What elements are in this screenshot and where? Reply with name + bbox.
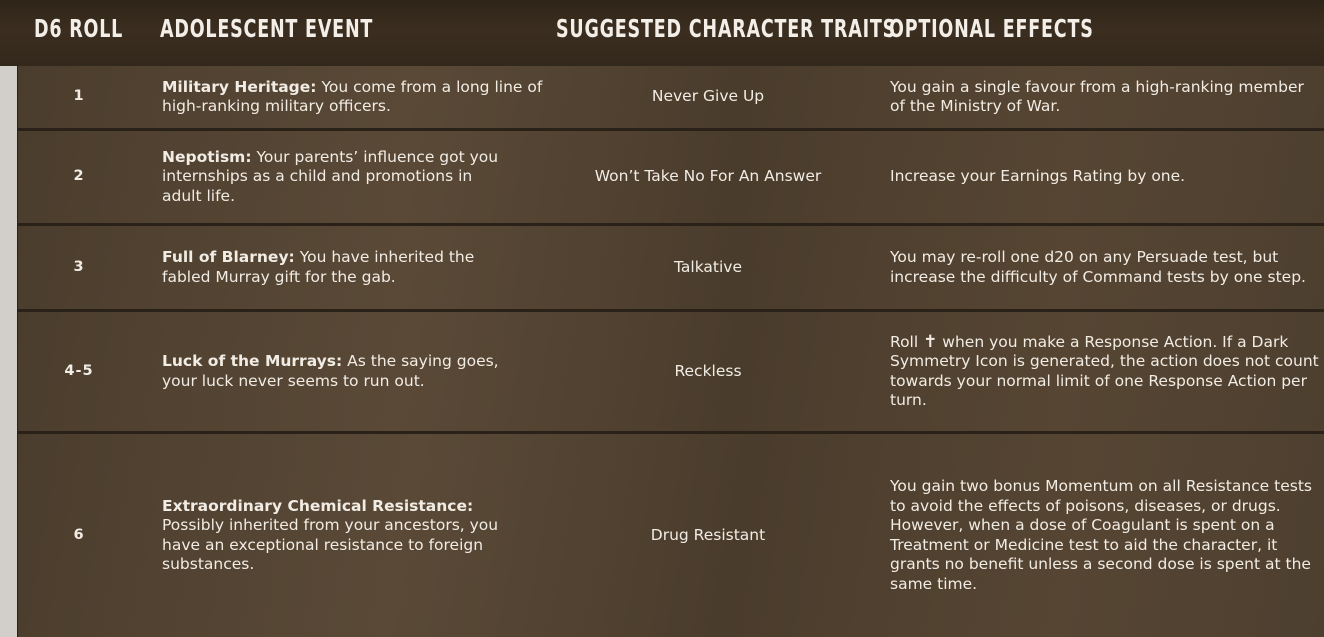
event-title: Full of Blarney: (162, 248, 295, 266)
event-description (162, 248, 507, 287)
event-text: You have inherited the fabled Murray gift for the gab. (162, 248, 475, 286)
table-row (18, 434, 1324, 637)
event-title: Nepotism: (162, 147, 252, 166)
event-description (162, 148, 502, 207)
event-text: You come from a long line of high-ranking military officers. (162, 77, 543, 115)
event-description (162, 497, 537, 575)
roll-value: 3 (73, 258, 85, 275)
event-description (162, 352, 507, 391)
event-title: Military Heritage: (162, 77, 317, 96)
roll-value: 1 (73, 88, 85, 105)
effect-prefix: Roll (890, 332, 919, 351)
roll-value: 6 (73, 526, 85, 543)
suggested-trait: Won’t Take No For An Answer (594, 167, 822, 186)
header-d6-roll: D6 ROLL (34, 14, 124, 43)
table-row (18, 312, 1324, 431)
effect-text: when you make a Response Action. If a Dark Symmetry Icon is generated, the action does not count towards your normal limit of one Response Action per turn. (890, 332, 1319, 409)
event-text: As the saying goes, your luck never seems to run out. (162, 352, 499, 390)
event-title: Extraordinary Chemical Resistance: (162, 496, 474, 515)
optional-effect: You gain a single favour from a high-ranking member of the Ministry of War. (890, 77, 1304, 115)
event-text: Possibly inherited from your ancestors, you have an exceptional resistance to foreign substances. (162, 516, 499, 573)
header-adolescent-event: ADOLESCENT EVENT (160, 14, 374, 43)
event-description (162, 78, 562, 117)
table-row (18, 66, 1324, 128)
table-body (0, 66, 1324, 637)
optional-effect: You gain two bonus Momentum on all Resistance tests to avoid the effects of poisons, diseases, or drugs. However, when a dose of Coagulant is spent on a Treatment or Medicine test to aid the character, it grants no benefit unless a second dose is spent at the same time. (890, 477, 1312, 593)
roll-value: 2 (73, 168, 85, 185)
optional-effect: Increase your Earnings Rating by one. (890, 167, 1186, 186)
table-header (0, 0, 1324, 66)
roll-value: 4-5 (64, 362, 94, 379)
optional-effect: You may re-roll one d20 on any Persuade test, but increase the difficulty of Command tests by one step. (890, 248, 1306, 286)
dark-symmetry-die-icon: ✝ (923, 331, 938, 352)
table-row (18, 131, 1324, 223)
suggested-trait: Talkative (673, 257, 742, 276)
suggested-trait: Never Give Up (651, 87, 765, 106)
suggested-trait: Reckless (674, 361, 742, 380)
event-title: Luck of the Murrays: (162, 352, 343, 370)
suggested-trait: Drug Resistant (650, 525, 766, 544)
event-text: Your parents’ influence got you internships as a child and promotions in adult life. (162, 147, 499, 205)
header-suggested-traits: SUGGESTED CHARACTER TRAITS (556, 14, 897, 43)
optional-effect (890, 333, 1322, 411)
header-optional-effects: OPTIONAL EFFECTS (889, 14, 1094, 43)
table-row (18, 226, 1324, 309)
